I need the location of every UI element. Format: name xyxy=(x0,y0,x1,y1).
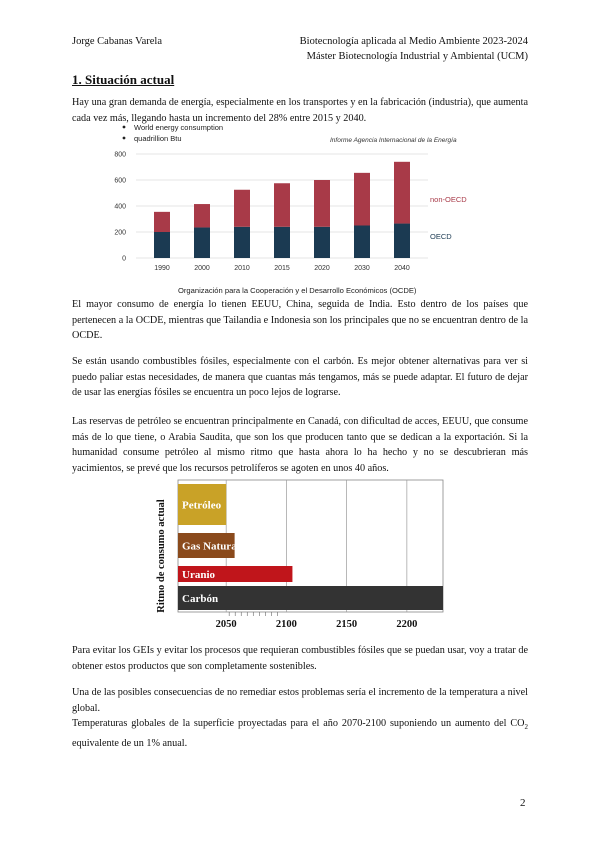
y-axis-label: Ritmo de consumo actual xyxy=(156,499,167,613)
x-tick-label: 2015 xyxy=(274,265,290,272)
legend-title-line1: World energy consumption xyxy=(134,123,224,132)
bar-oecd-2030 xyxy=(354,226,370,259)
x-tick-label: 1990 xyxy=(154,265,170,272)
paragraph-fossil-fuels: Se están usando combustibles fósiles, especialmente con el carbón. Es mejor obtener alternativas para ver si puedo paliar estas necesidades, de manera que cuantas más tengamos, más se puede adaptar. El futuro de dejar de usar las energías fósiles se encuentra un poco lejos de lograrse. xyxy=(72,356,528,398)
bar-oecd-2040 xyxy=(394,224,410,258)
x-tick-label: 2000 xyxy=(194,265,210,272)
chart-source-note: Informe Agencia Internacional de la Energía xyxy=(330,137,457,144)
x-tick-label: 2100 xyxy=(275,619,297,630)
chart-caption: Organización para la Cooperación y el Desarrollo Económicos (OCDE) xyxy=(178,286,417,295)
bar-label: Carbón xyxy=(182,593,219,605)
paragraph-energy-demand: Hay una gran demanda de energía, especialmente en los transportes y en la fabricación (industria), que aumenta cada vez más, llegando hasta un incremento del 28% entre 2015 y 2040. xyxy=(72,97,528,124)
y-tick-label: 0 xyxy=(122,255,126,263)
bar-non-oecd-2040 xyxy=(394,162,410,224)
series-label-oecd: OECD xyxy=(430,232,452,241)
x-tick-label: 2200 xyxy=(396,619,418,630)
bar-oecd-2015 xyxy=(274,227,290,258)
bar-non-oecd-1990 xyxy=(154,212,170,232)
bar-non-oecd-2015 xyxy=(274,183,290,227)
temp-text-post: equivalente de un 1% anual. xyxy=(72,737,188,749)
x-tick-label: 2050 xyxy=(215,619,237,630)
bar-oecd-2020 xyxy=(314,227,330,258)
energy-consumption-chart xyxy=(108,122,498,298)
co2-subscript: 2 xyxy=(524,723,528,732)
bar-label: Petróleo xyxy=(182,499,222,512)
header-course: Biotecnología aplicada al Medio Ambiente 2023-2024 xyxy=(299,36,528,47)
bar-label: Gas Natural xyxy=(182,540,240,553)
bar-non-oecd-2010 xyxy=(234,190,250,227)
paragraph-temperatures xyxy=(72,716,528,751)
paragraph-oil-reserves: Las reservas de petróleo se encuentran principalmente en Canadá, con dificultad de acces, EEUU, que consume más de lo que tiene, o Arabia Saudita, que son los que producen tanto que se dedican a la exportación. Si la humanidad consume petróleo al mismo ritmo que hasta ahora lo ha hecho y no se descubrieran más yacimientos, se prevé que los recursos petrolíferos se agoten en unos 40 años. xyxy=(72,416,528,474)
y-tick-label: 600 xyxy=(114,177,126,185)
series-label-non-oecd: non-OECD xyxy=(430,195,467,204)
bar-non-oecd-2020 xyxy=(314,180,330,227)
paragraph-avoid-ghg: Para evitar los GEIs y evitar los procesos que requieran combustibles fósiles que se puedan usar, voy a tratar de obtener estos productos que son completamente sostenibles. xyxy=(72,645,528,672)
x-tick-label: 2010 xyxy=(234,265,250,272)
x-tick-label: 2150 xyxy=(336,619,358,630)
page-number: 2 xyxy=(520,797,526,809)
resource-depletion-chart xyxy=(150,478,450,640)
y-tick-label: 400 xyxy=(114,203,126,211)
y-tick-label: 800 xyxy=(114,151,126,159)
x-tick-label: 2020 xyxy=(314,265,330,272)
temp-text-pre: Temperaturas globales de la superficie proyectadas para el año 2070-2100 suponiendo un aumento del CO xyxy=(72,718,525,729)
bar-oecd-2010 xyxy=(234,227,250,258)
x-tick-label: 2040 xyxy=(394,265,410,272)
paragraph-consumers: El mayor consumo de energía lo tienen EEUU, China, seguida de India. Esto dentro de los países que pertenecen a la OCDE, mientras que Tailandia e Indonesia son los principales que no se encuentran dentro de la OCDE. xyxy=(72,299,528,341)
y-tick-label: 200 xyxy=(114,229,126,237)
section-title: 1. Situación actual xyxy=(72,72,175,87)
x-tick-label: 2030 xyxy=(354,265,370,272)
legend-bullet xyxy=(123,126,126,129)
bar-oecd-1990 xyxy=(154,232,170,258)
bar-non-oecd-2030 xyxy=(354,173,370,226)
header-master: Máster Biotecnología Industrial y Ambiental (UCM) xyxy=(306,51,528,62)
header-author: Jorge Cabanas Varela xyxy=(72,36,162,47)
legend-title-line2: quadrillion Btu xyxy=(134,134,182,143)
bar-oecd-2000 xyxy=(194,227,210,258)
bar-label: Uranio xyxy=(182,569,215,581)
paragraph-consequences: Una de las posibles consecuencias de no remediar estos problemas sería el incremento de la temperatura a nivel global. xyxy=(72,687,528,714)
legend-bullet xyxy=(123,137,126,140)
bar-non-oecd-2000 xyxy=(194,204,210,227)
